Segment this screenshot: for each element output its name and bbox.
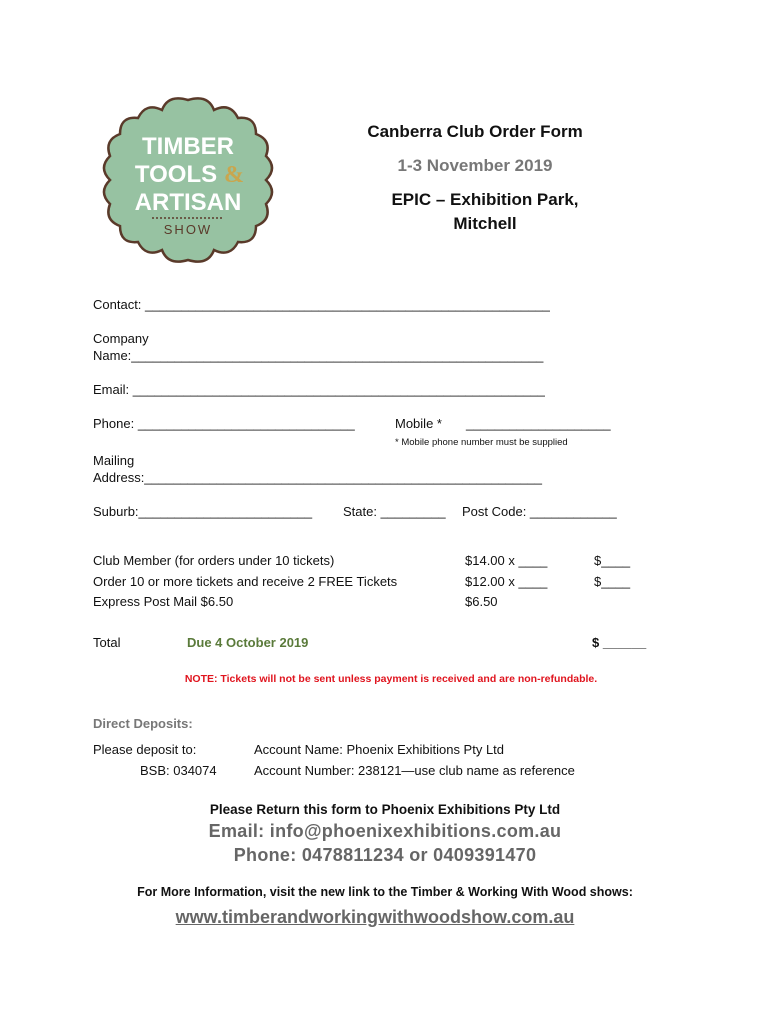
price-row-label: Club Member (for orders under 10 tickets) (93, 553, 335, 568)
logo-line-1: TIMBER (142, 133, 234, 160)
total-label: Total (93, 635, 121, 650)
more-info-text: For More Information, visit the new link to the Timber & Working With Wood shows: (137, 885, 633, 899)
logo-ampersand: & (224, 162, 244, 188)
price-row-amount[interactable]: $____ (594, 553, 631, 568)
logo-line-4: SHOW (163, 222, 213, 237)
venue-line-1: EPIC – Exhibition Park, (391, 190, 579, 209)
show-logo (96, 92, 280, 268)
contact-field[interactable]: Contact: ________________________________________________________ (93, 297, 550, 312)
venue-line-2: Mitchell (453, 214, 517, 233)
mailing-address-field[interactable]: Address:_______________________________________________________ (93, 470, 542, 485)
mobile-note: * Mobile phone number must be supplied (395, 437, 568, 448)
event-dates: 1-3 November 2019 (397, 156, 553, 175)
website-link[interactable]: www.timberandworkingwithwoodshow.com.au (175, 907, 575, 927)
postcode-field[interactable]: Post Code: ____________ (462, 504, 617, 519)
deposit-heading: Direct Deposits: (93, 716, 193, 731)
total-amount-field[interactable]: $ ______ (592, 635, 647, 650)
bsb-number: BSB: 034074 (140, 763, 217, 778)
account-number: Account Number: 238121—use club name as reference (254, 763, 575, 778)
deposit-instruction: Please deposit to: (93, 742, 197, 757)
price-row-amount[interactable]: $____ (594, 574, 631, 589)
form-title: Canberra Club Order Form (367, 122, 583, 141)
logo-line-3: ARTISAN (134, 189, 242, 216)
price-row-label: Order 10 or more tickets and receive 2 FREE Tickets (93, 574, 398, 589)
suburb-field[interactable]: Suburb:________________________ (93, 504, 313, 519)
price-row-price[interactable]: $12.00 x ____ (465, 574, 548, 589)
account-name: Account Name: Phoenix Exhibitions Pty Ltd (254, 742, 505, 757)
mobile-field[interactable]: ____________________ (466, 416, 611, 431)
refund-note: NOTE: Tickets will not be sent unless payment is received and are non-refundable. (184, 673, 598, 685)
due-date: Due 4 October 2019 (187, 635, 309, 650)
return-heading: Please Return this form to Phoenix Exhibitions Pty Ltd (209, 802, 561, 817)
mobile-label: Mobile * (395, 416, 442, 431)
state-field[interactable]: State: _________ (343, 504, 446, 519)
logo-line-2: TOOLS (134, 161, 218, 188)
price-row-price[interactable]: $14.00 x ____ (465, 553, 548, 568)
mailing-label: Mailing (93, 453, 135, 468)
company-label: Company (93, 331, 149, 346)
price-row-label: Express Post Mail $6.50 (93, 594, 234, 609)
email-field[interactable]: Email: _________________________________________________________ (93, 382, 545, 397)
price-row-price: $6.50 (465, 594, 498, 609)
phone-field[interactable]: Phone: ______________________________ (93, 416, 355, 431)
contact-phone: Phone: 0478811234 or 0409391470 (233, 845, 537, 865)
company-name-field[interactable]: Name:_________________________________________________________ (93, 348, 544, 363)
contact-email[interactable]: Email: info@phoenixexhibitions.com.au (208, 821, 562, 841)
